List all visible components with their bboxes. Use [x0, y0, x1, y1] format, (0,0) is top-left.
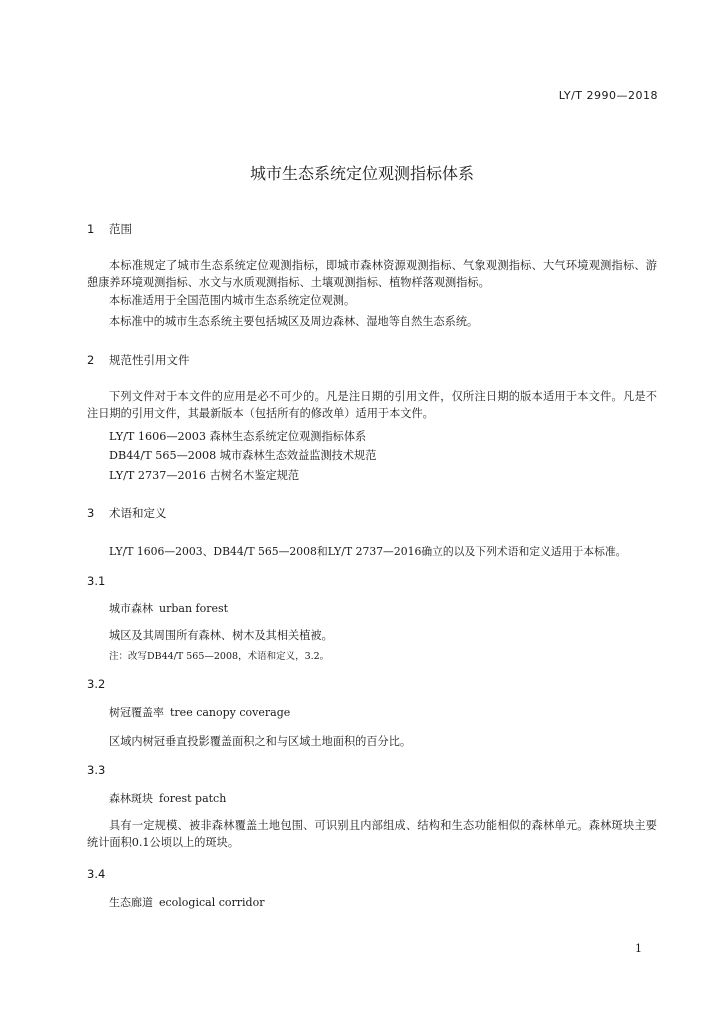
section-2-heading	[87, 352, 190, 368]
term-zh: 森林斑块	[109, 792, 153, 805]
term-entry	[109, 894, 264, 910]
page-number: 1	[635, 942, 642, 955]
section-number: 3	[87, 506, 95, 520]
section-number: 2	[87, 353, 95, 367]
term-entry	[109, 600, 228, 616]
section-title: 规范性引用文件	[109, 353, 190, 367]
scope-paragraph-2: 本标准适用于全国范围内城市生态系统定位观测。	[109, 294, 356, 307]
section-1-heading	[87, 221, 132, 237]
term-entry	[109, 790, 226, 806]
term-definition: 区域内树冠垂直投影覆盖面积之和与区域土地面积的百分比。	[109, 735, 412, 748]
term-en: urban forest	[159, 602, 229, 615]
note-text: 改写DB44/T 565—2008，术语和定义，3.2。	[128, 651, 330, 662]
section-title: 术语和定义	[109, 506, 167, 520]
term-number: 3.1	[87, 574, 106, 588]
reference-item: LY/T 1606—2003 森林生态系统定位观测指标体系	[109, 430, 367, 443]
term-number: 3.2	[87, 677, 106, 691]
term-en: ecological corridor	[159, 896, 265, 909]
reference-item: DB44/T 565—2008 城市森林生态效益监测技术规范	[109, 449, 377, 462]
term-zh: 城市森林	[109, 602, 153, 615]
section-number: 1	[87, 222, 95, 236]
term-zh: 生态廊道	[109, 896, 153, 909]
section-3-heading	[87, 505, 167, 521]
section-title: 范围	[109, 222, 132, 236]
term-entry	[109, 704, 290, 720]
term-en: forest patch	[159, 792, 227, 805]
document-title: 城市生态系统定位观测指标体系	[249, 164, 474, 183]
term-en: tree canopy coverage	[170, 706, 291, 719]
term-definition: 城区及其周围所有森林、树木及其相关植被。	[109, 629, 333, 642]
term-definition: 具有一定规模、被非森林覆盖土地包围、可识别且内部组成、结构和生态功能相似的森林单元。森林斑块主要统计面积0.1公顷以上的斑块。	[87, 819, 657, 849]
term-number: 3.4	[87, 867, 106, 881]
term-zh: 树冠覆盖率	[109, 706, 164, 719]
term-number: 3.3	[87, 763, 106, 777]
term-note	[109, 648, 329, 662]
scope-paragraph-3: 本标准中的城市生态系统主要包括城区及周边森林、湿地等自然生态系统。	[109, 315, 479, 328]
scope-paragraph-1: 本标准规定了城市生态系统定位观测指标，即城市森林资源观测指标、气象观测指标、大气环境观测指标、游憩康养环境观测指标、水文与水质观测指标、土壤观测指标、植物样落观测指标。	[87, 259, 657, 289]
note-label: 注：	[109, 651, 129, 662]
reference-item: LY/T 2737—2016 古树名木鉴定规范	[109, 469, 300, 482]
standard-number: LY/T 2990—2018	[558, 89, 658, 102]
normative-paragraph: 下列文件对于本文件的应用是必不可少的。凡是注日期的引用文件，仅所注日期的版本适用于本文件。凡是不注日期的引用文件，其最新版本（包括所有的修改单）适用于本文件。	[87, 390, 657, 420]
terms-intro: LY/T 1606—2003、DB44/T 565—2008和LY/T 2737—2016确立的以及下列术语和定义适用于本标准。	[109, 545, 627, 558]
